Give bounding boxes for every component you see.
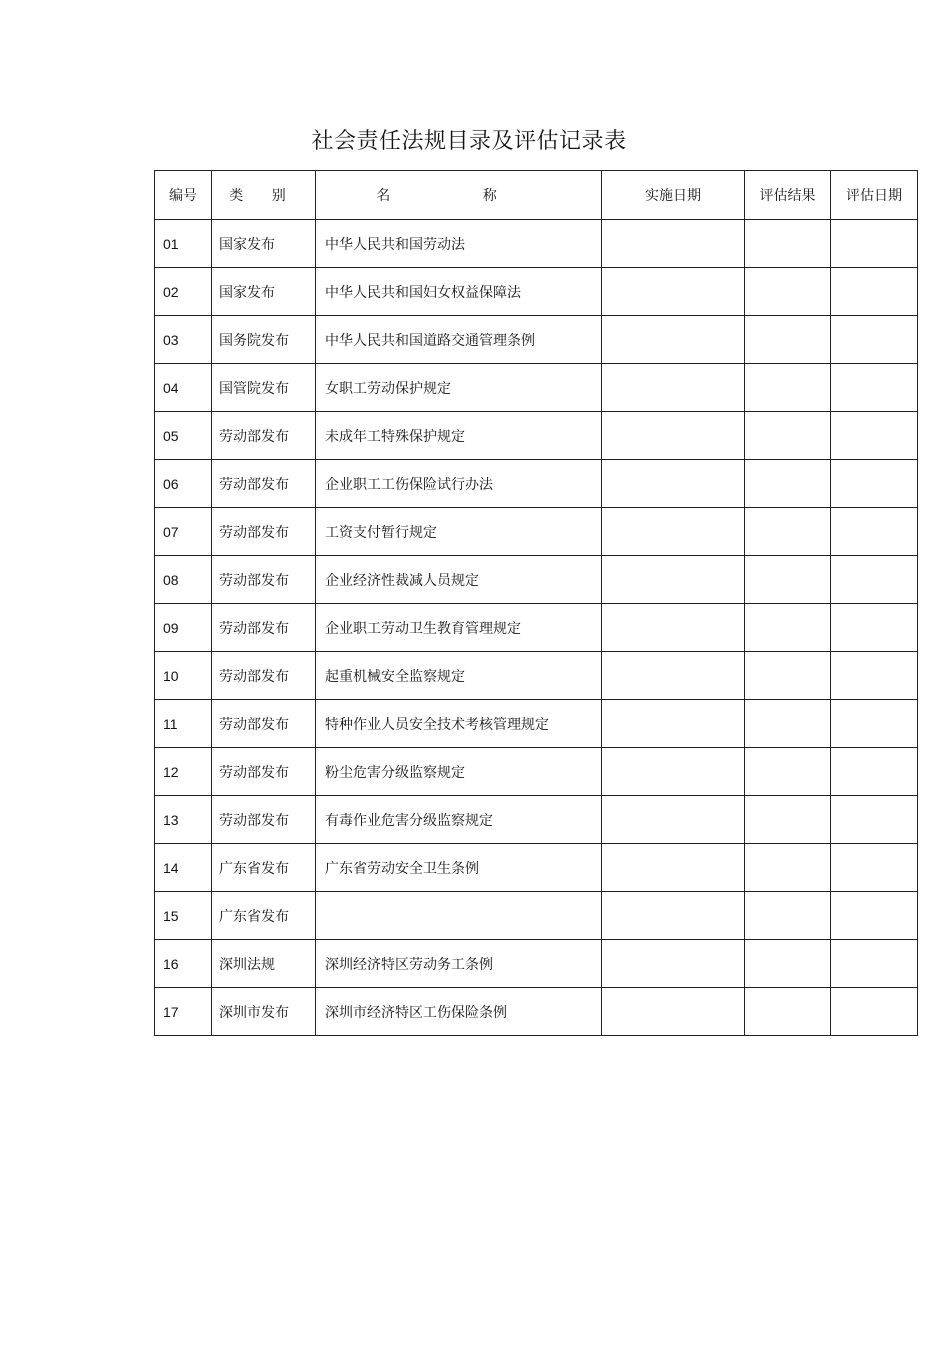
cell-category: 国家发布 [212,220,316,268]
table-row [155,700,918,748]
table-row [155,844,918,892]
cell-evaluation-result [745,604,831,652]
cell-evaluation-result [745,748,831,796]
cell-evaluation-date [831,556,918,604]
table-row [155,748,918,796]
cell-evaluation-date [831,508,918,556]
cell-name: 深圳市经济特区工伤保险条例 [316,988,602,1036]
header-name: 名 称 [316,171,602,220]
cell-number: 10 [155,652,212,700]
cell-effective-date [602,892,745,940]
cell-evaluation-result [745,652,831,700]
cell-evaluation-result [745,508,831,556]
cell-evaluation-result [745,844,831,892]
cell-number: 11 [155,700,212,748]
cell-name: 中华人民共和国妇女权益保障法 [316,268,602,316]
cell-name [316,892,602,940]
cell-name: 中华人民共和国劳动法 [316,220,602,268]
cell-name: 企业职工工伤保险试行办法 [316,460,602,508]
cell-name: 中华人民共和国道路交通管理条例 [316,316,602,364]
cell-evaluation-date [831,700,918,748]
cell-name: 企业经济性裁减人员规定 [316,556,602,604]
cell-number: 07 [155,508,212,556]
cell-category: 国家发布 [212,268,316,316]
cell-evaluation-date [831,268,918,316]
cell-number: 13 [155,796,212,844]
cell-number: 16 [155,940,212,988]
cell-name: 未成年工特殊保护规定 [316,412,602,460]
cell-number: 04 [155,364,212,412]
cell-evaluation-result [745,460,831,508]
cell-number: 01 [155,220,212,268]
cell-evaluation-result [745,316,831,364]
header-evaluation-date: 评估日期 [831,171,918,220]
cell-evaluation-result [745,988,831,1036]
table-row [155,556,918,604]
cell-effective-date [602,940,745,988]
cell-name: 工资支付暂行规定 [316,508,602,556]
cell-number: 09 [155,604,212,652]
cell-category: 深圳市发布 [212,988,316,1036]
cell-evaluation-result [745,412,831,460]
cell-category: 劳动部发布 [212,604,316,652]
cell-category: 劳动部发布 [212,700,316,748]
table-row [155,220,918,268]
cell-evaluation-date [831,316,918,364]
cell-effective-date [602,652,745,700]
document-title: 社会责任法规目录及评估记录表 [311,129,627,154]
cell-category: 劳动部发布 [212,652,316,700]
cell-evaluation-result [745,796,831,844]
table-row [155,988,918,1036]
header-number: 编号 [155,171,212,220]
table-row [155,364,918,412]
cell-effective-date [602,556,745,604]
cell-effective-date [602,220,745,268]
cell-evaluation-result [745,364,831,412]
cell-evaluation-date [831,988,918,1036]
cell-category: 广东省发布 [212,892,316,940]
cell-evaluation-date [831,748,918,796]
cell-category: 劳动部发布 [212,460,316,508]
table-header-row [155,171,918,220]
cell-number: 14 [155,844,212,892]
cell-category: 国务院发布 [212,316,316,364]
cell-category: 国管院发布 [212,364,316,412]
cell-effective-date [602,988,745,1036]
cell-name: 女职工劳动保护规定 [316,364,602,412]
table-row [155,508,918,556]
cell-category: 劳动部发布 [212,748,316,796]
cell-number: 03 [155,316,212,364]
header-evaluation-result: 评估结果 [745,171,831,220]
cell-category: 劳动部发布 [212,796,316,844]
cell-evaluation-date [831,604,918,652]
cell-evaluation-date [831,364,918,412]
cell-category: 劳动部发布 [212,508,316,556]
table-row [155,652,918,700]
cell-effective-date [602,796,745,844]
cell-effective-date [602,844,745,892]
table-row [155,604,918,652]
cell-effective-date [602,364,745,412]
header-category: 类 别 [212,171,316,220]
cell-name: 深圳经济特区劳动务工条例 [316,940,602,988]
regulations-table [154,170,918,1036]
cell-effective-date [602,508,745,556]
cell-evaluation-date [831,796,918,844]
cell-evaluation-date [831,412,918,460]
cell-effective-date [602,316,745,364]
cell-evaluation-date [831,844,918,892]
cell-name: 特种作业人员安全技术考核管理规定 [316,700,602,748]
cell-category: 深圳法规 [212,940,316,988]
cell-evaluation-result [745,556,831,604]
cell-name: 粉尘危害分级监察规定 [316,748,602,796]
table-row [155,892,918,940]
cell-evaluation-result [745,268,831,316]
cell-number: 17 [155,988,212,1036]
cell-effective-date [602,412,745,460]
cell-effective-date [602,268,745,316]
cell-number: 02 [155,268,212,316]
cell-evaluation-result [745,220,831,268]
table-row [155,412,918,460]
cell-name: 广东省劳动安全卫生条例 [316,844,602,892]
cell-number: 06 [155,460,212,508]
cell-evaluation-date [831,220,918,268]
cell-category: 劳动部发布 [212,556,316,604]
cell-evaluation-result [745,892,831,940]
table-row [155,940,918,988]
table-row [155,316,918,364]
table-row [155,796,918,844]
cell-evaluation-result [745,940,831,988]
cell-evaluation-date [831,940,918,988]
cell-name: 企业职工劳动卫生教育管理规定 [316,604,602,652]
cell-evaluation-date [831,460,918,508]
cell-category: 劳动部发布 [212,412,316,460]
table-row [155,460,918,508]
cell-effective-date [602,700,745,748]
cell-effective-date [602,748,745,796]
table-body [155,220,918,1036]
cell-evaluation-date [831,892,918,940]
cell-effective-date [602,460,745,508]
cell-effective-date [602,604,745,652]
cell-name: 起重机械安全监察规定 [316,652,602,700]
cell-number: 05 [155,412,212,460]
cell-name: 有毒作业危害分级监察规定 [316,796,602,844]
header-effective-date: 实施日期 [602,171,745,220]
cell-evaluation-date [831,652,918,700]
cell-number: 12 [155,748,212,796]
cell-evaluation-result [745,700,831,748]
cell-number: 08 [155,556,212,604]
cell-number: 15 [155,892,212,940]
cell-category: 广东省发布 [212,844,316,892]
table-row [155,268,918,316]
